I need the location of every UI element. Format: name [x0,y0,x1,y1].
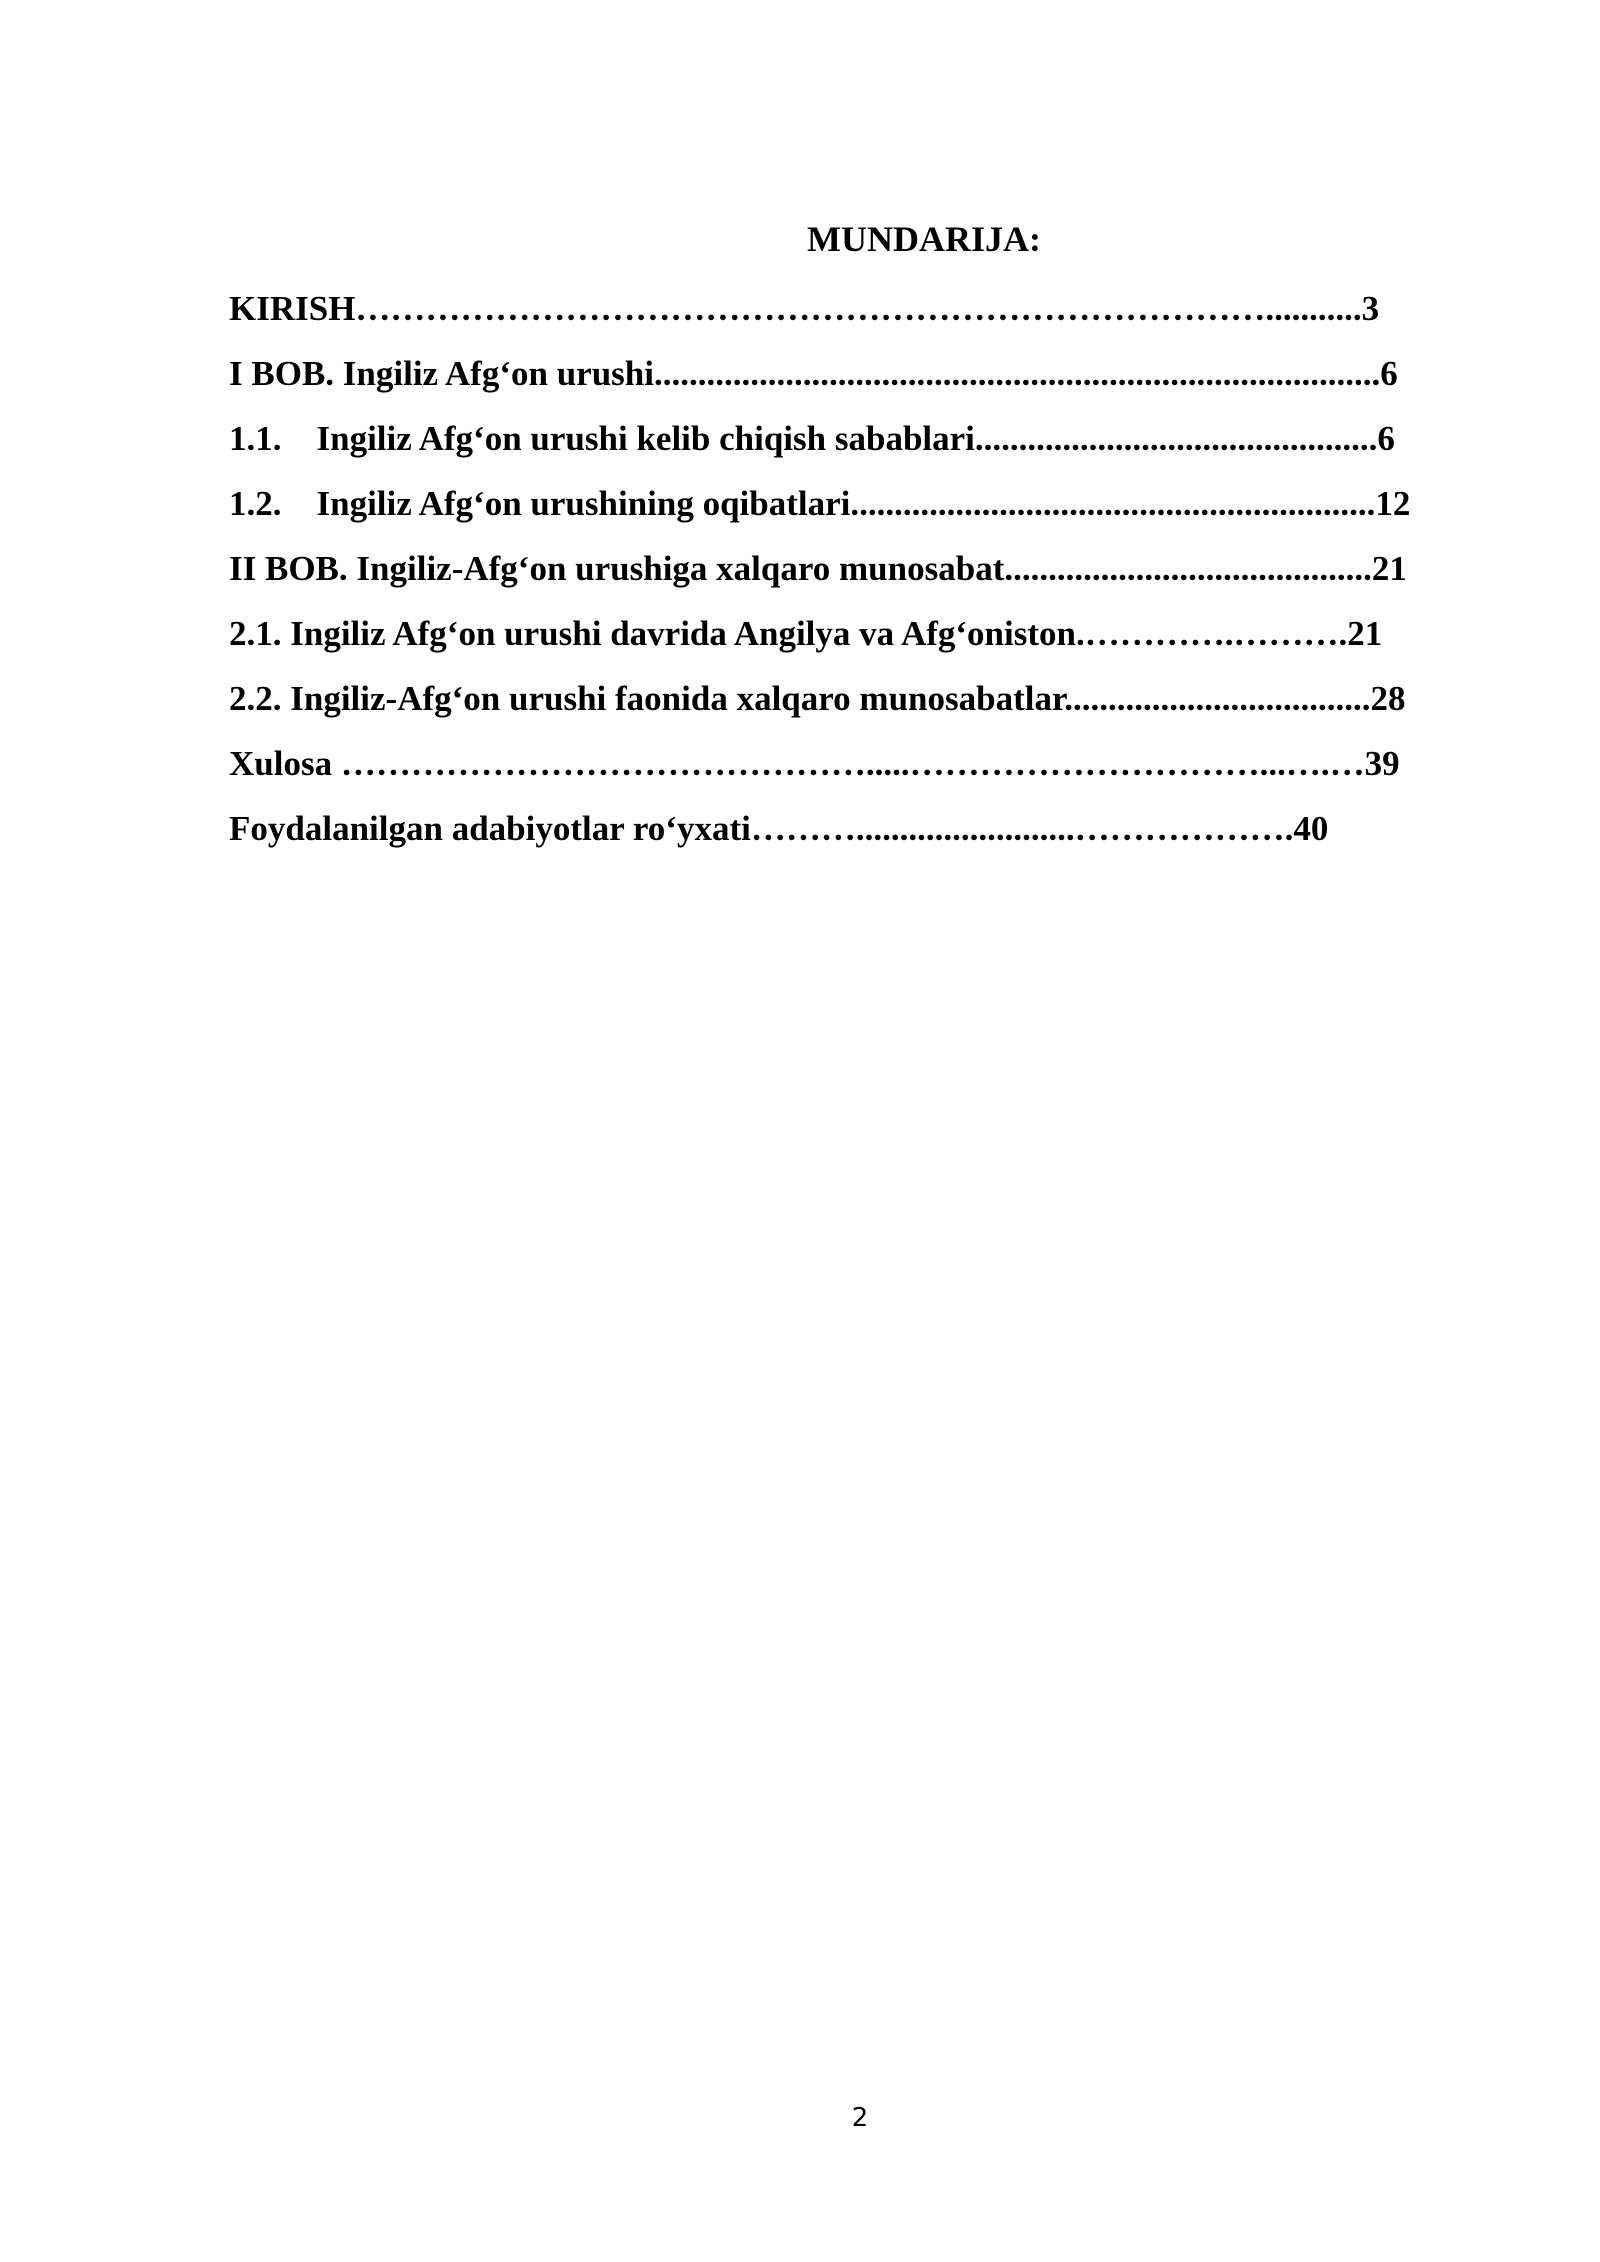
toc-entry-chapter-2: II BOB. Ingiliz-Afg‘on urushiga xalqaro munosabat..........................................21 [229,549,1407,588]
toc-entry-xulosa: Xulosa ……………………………………….....…………………………...….…39 [229,744,1400,783]
toc-entry-kirish: KIRISH……………………………………………………………………...........3 [229,289,1380,328]
toc-heading: MUNDARIJA: [807,219,1041,259]
toc-entry-section-2-2: 2.2. Ingiliz-Afg‘on urushi faonida xalqaro munosabatlar...................................28 [229,679,1406,718]
toc-entry-section-1-1: 1.1. Ingiliz Afg‘on urushi kelib chiqish sabablari..............................................6 [229,419,1395,458]
page-number: 2 [851,2103,869,2133]
toc-entry-references: Foydalanilgan adabiyotlar ro‘yxati……….........................……………….40 [229,809,1329,848]
toc-entry-chapter-1: I BOB. Ingiliz Afg‘on urushi...................................................................................6 [229,354,1398,393]
toc-entry-section-2-1: 2.1. Ingiliz Afg‘on urushi davrida Angilya va Afg‘oniston.………….……….21 [229,614,1383,653]
table-of-contents [229,212,1489,861]
toc-entry-section-1-2: 1.2. Ingiliz Afg‘on urushining oqibatlari............................................................12 [229,484,1411,523]
